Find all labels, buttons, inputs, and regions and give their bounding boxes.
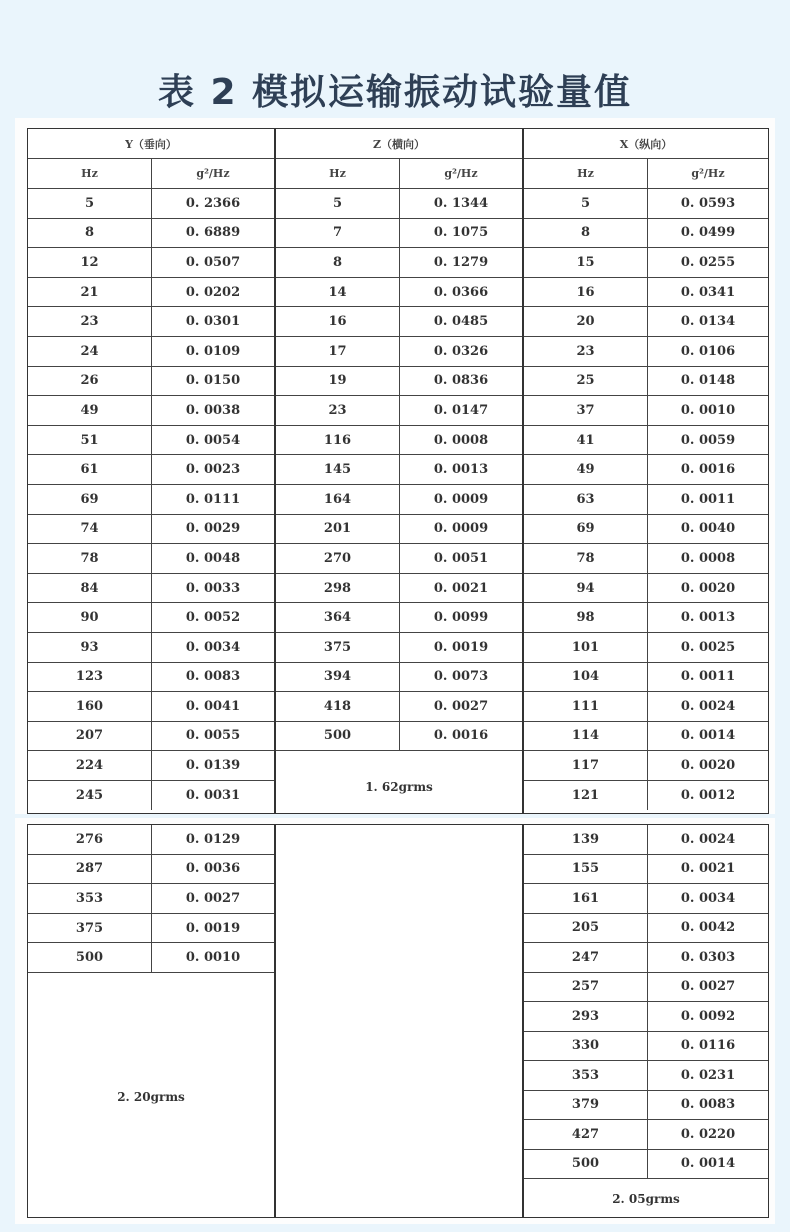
table-row	[524, 692, 768, 722]
psd-cell: 0. 0109	[185, 343, 241, 359]
x-column-continued	[523, 824, 769, 1218]
table-row	[28, 603, 274, 633]
hz-cell: 26	[28, 367, 152, 396]
table-row	[276, 455, 522, 485]
hz-cell: 69	[524, 515, 648, 544]
psd-cell: 0. 0014	[680, 728, 736, 744]
psd-cell: 0. 2366	[185, 195, 241, 211]
table-row	[276, 722, 522, 752]
hz-cell: 78	[28, 544, 152, 573]
hz-cell: 298	[276, 574, 400, 603]
psd-cell: 0. 0485	[433, 314, 489, 330]
table-row	[276, 633, 522, 663]
table-row	[524, 1091, 768, 1121]
table-row	[524, 884, 768, 914]
psd-cell: 0. 0036	[185, 861, 241, 877]
hz-cell: 145	[276, 455, 400, 484]
psd-cell: 0. 0111	[185, 491, 241, 507]
table-row	[524, 337, 768, 367]
hz-cell: 23	[28, 307, 152, 336]
psd-cell: 0. 0326	[433, 343, 489, 359]
hz-cell: 104	[524, 663, 648, 692]
table-row	[276, 515, 522, 545]
psd-cell: 0. 1279	[433, 254, 489, 270]
table-row	[28, 248, 274, 278]
psd-cell: 0. 0051	[433, 550, 489, 566]
y-axis-label: Y（垂向）	[125, 137, 177, 151]
y-hz-header: Hz	[28, 159, 152, 188]
table-row	[524, 914, 768, 944]
hz-cell: 155	[524, 855, 648, 884]
table-row	[524, 485, 768, 515]
psd-cell: 0. 0092	[680, 1008, 736, 1024]
hz-cell: 427	[524, 1120, 648, 1149]
psd-cell: 0. 0148	[680, 373, 736, 389]
table-row	[524, 722, 768, 752]
hz-cell: 111	[524, 692, 648, 721]
y-column-continued	[27, 824, 275, 1218]
hz-cell: 16	[524, 278, 648, 307]
psd-cell: 0. 0021	[433, 580, 489, 596]
y-subheader-row	[28, 159, 274, 189]
hz-cell: 205	[524, 914, 648, 943]
hz-cell: 161	[524, 884, 648, 913]
hz-cell: 8	[28, 219, 152, 248]
table-row	[524, 781, 768, 811]
psd-cell: 0. 0009	[433, 521, 489, 537]
psd-cell: 0. 0040	[680, 521, 736, 537]
table-row	[524, 574, 768, 604]
psd-cell: 0. 0016	[433, 728, 489, 744]
y-header-row	[28, 129, 274, 159]
hz-cell: 500	[524, 1150, 648, 1179]
psd-cell: 0. 0150	[185, 373, 241, 389]
psd-cell: 0. 0106	[680, 343, 736, 359]
hz-cell: 394	[276, 663, 400, 692]
z-subheader-row	[276, 159, 522, 189]
psd-cell: 0. 0027	[185, 890, 241, 906]
table-row	[28, 426, 274, 456]
table-row	[524, 603, 768, 633]
table-row	[524, 943, 768, 973]
table-row	[276, 307, 522, 337]
x-hz-header: Hz	[524, 159, 648, 188]
table-row	[276, 574, 522, 604]
table-row	[28, 367, 274, 397]
hz-cell: 114	[524, 722, 648, 751]
table-row	[28, 781, 274, 811]
table-row	[524, 219, 768, 249]
psd-cell: 0. 0021	[680, 861, 736, 877]
hz-cell: 257	[524, 973, 648, 1002]
x-column	[523, 128, 769, 814]
psd-cell: 0. 0041	[185, 698, 241, 714]
hz-cell: 74	[28, 515, 152, 544]
table-row	[276, 367, 522, 397]
hz-cell: 247	[524, 943, 648, 972]
psd-cell: 0. 0009	[433, 491, 489, 507]
psd-cell: 0. 0836	[433, 373, 489, 389]
hz-cell: 375	[276, 633, 400, 662]
table-row	[524, 544, 768, 574]
table-row	[28, 663, 274, 693]
z-unit-header: g²/Hz	[444, 167, 478, 180]
psd-cell: 0. 0042	[680, 920, 736, 936]
psd-cell: 0. 0016	[680, 462, 736, 478]
table-row	[28, 515, 274, 545]
table-row	[524, 973, 768, 1003]
table-row	[276, 663, 522, 693]
psd-cell: 0. 0008	[680, 550, 736, 566]
table-row	[524, 515, 768, 545]
hz-cell: 139	[524, 825, 648, 854]
table-row	[524, 455, 768, 485]
table-sheet-top	[15, 118, 775, 814]
hz-cell: 207	[28, 722, 152, 751]
psd-cell: 0. 0020	[680, 758, 736, 774]
psd-cell: 0. 0038	[185, 402, 241, 418]
psd-cell: 0. 0019	[185, 920, 241, 936]
table-row	[276, 544, 522, 574]
table-row	[524, 825, 768, 855]
hz-cell: 17	[276, 337, 400, 366]
psd-cell: 0. 0083	[680, 1097, 736, 1113]
hz-cell: 49	[28, 396, 152, 425]
psd-cell: 0. 0134	[680, 314, 736, 330]
hz-cell: 287	[28, 855, 152, 884]
hz-cell: 160	[28, 692, 152, 721]
psd-cell: 0. 0011	[680, 669, 736, 685]
psd-cell: 0. 0129	[185, 831, 241, 847]
psd-cell: 0. 0139	[185, 758, 241, 774]
table-row	[276, 337, 522, 367]
psd-cell: 0. 0231	[680, 1067, 736, 1083]
hz-cell: 5	[28, 189, 152, 218]
hz-cell: 84	[28, 574, 152, 603]
hz-cell: 101	[524, 633, 648, 662]
table-row	[28, 943, 274, 973]
hz-cell: 379	[524, 1091, 648, 1120]
psd-cell: 0. 0033	[185, 580, 241, 596]
table-row	[28, 396, 274, 426]
y-rows	[28, 189, 274, 810]
psd-cell: 0. 0014	[680, 1156, 736, 1172]
table-row	[276, 248, 522, 278]
hz-cell: 21	[28, 278, 152, 307]
table-row	[276, 219, 522, 249]
table-row	[28, 722, 274, 752]
table-row	[524, 278, 768, 308]
table-row	[28, 825, 274, 855]
table-row	[524, 1061, 768, 1091]
table-row	[28, 855, 274, 885]
table-row	[28, 485, 274, 515]
hz-cell: 90	[28, 603, 152, 632]
hz-cell: 98	[524, 603, 648, 632]
psd-cell: 0. 0202	[185, 284, 241, 300]
hz-cell: 500	[276, 722, 400, 751]
hz-cell: 117	[524, 751, 648, 780]
table-row	[276, 426, 522, 456]
hz-cell: 224	[28, 751, 152, 780]
psd-cell: 0. 0116	[680, 1038, 736, 1054]
hz-cell: 23	[276, 396, 400, 425]
hz-cell: 19	[276, 367, 400, 396]
psd-cell: 0. 0027	[433, 698, 489, 714]
table-row	[276, 396, 522, 426]
psd-cell: 0. 0059	[680, 432, 736, 448]
hz-cell: 15	[524, 248, 648, 277]
table-row	[276, 692, 522, 722]
psd-cell: 0. 0010	[185, 950, 241, 966]
table-row	[28, 751, 274, 781]
y-rows-continued	[28, 825, 274, 973]
hz-cell: 20	[524, 307, 648, 336]
hz-cell: 78	[524, 544, 648, 573]
psd-cell: 0. 0255	[680, 254, 736, 270]
hz-cell: 276	[28, 825, 152, 854]
hz-cell: 24	[28, 337, 152, 366]
psd-cell: 0. 0220	[680, 1126, 736, 1142]
table-row	[28, 914, 274, 944]
z-axis-label: Z（横向）	[372, 137, 426, 151]
table-row	[28, 544, 274, 574]
table-row	[28, 455, 274, 485]
hz-cell: 270	[276, 544, 400, 573]
hz-cell: 49	[524, 455, 648, 484]
psd-cell: 0. 0099	[433, 610, 489, 626]
table-row	[524, 367, 768, 397]
hz-cell: 121	[524, 781, 648, 811]
hz-cell: 116	[276, 426, 400, 455]
z-hz-header: Hz	[276, 159, 400, 188]
psd-cell: 0. 0147	[433, 402, 489, 418]
hz-cell: 8	[276, 248, 400, 277]
x-header-row	[524, 129, 768, 159]
psd-cell: 0. 0012	[680, 788, 736, 804]
psd-cell: 0. 6889	[185, 225, 241, 241]
psd-cell: 0. 0010	[680, 402, 736, 418]
psd-cell: 0. 0024	[680, 831, 736, 847]
table-row	[524, 663, 768, 693]
psd-cell: 0. 0054	[185, 432, 241, 448]
table-row	[276, 278, 522, 308]
hz-cell: 14	[276, 278, 400, 307]
psd-cell: 0. 0499	[680, 225, 736, 241]
x-rows-continued	[524, 825, 768, 1179]
psd-cell: 0. 0023	[185, 462, 241, 478]
z-column	[275, 128, 523, 814]
hz-cell: 63	[524, 485, 648, 514]
psd-cell: 0. 0031	[185, 788, 241, 804]
psd-cell: 0. 0011	[680, 491, 736, 507]
psd-cell: 0. 0027	[680, 979, 736, 995]
psd-cell: 0. 0025	[680, 639, 736, 655]
table-row	[276, 485, 522, 515]
psd-cell: 0. 0303	[680, 949, 736, 965]
hz-cell: 330	[524, 1032, 648, 1061]
hz-cell: 51	[28, 426, 152, 455]
psd-cell: 0. 0020	[680, 580, 736, 596]
hz-cell: 37	[524, 396, 648, 425]
hz-cell: 123	[28, 663, 152, 692]
hz-cell: 61	[28, 455, 152, 484]
hz-cell: 94	[524, 574, 648, 603]
y-unit-header: g²/Hz	[196, 167, 230, 180]
hz-cell: 69	[28, 485, 152, 514]
hz-cell: 353	[28, 884, 152, 913]
z-total: 1. 62grms	[365, 780, 433, 794]
hz-cell: 245	[28, 781, 152, 811]
hz-cell: 23	[524, 337, 648, 366]
x-subheader-row	[524, 159, 768, 189]
psd-cell: 0. 0593	[680, 195, 736, 211]
psd-cell: 0. 0341	[680, 284, 736, 300]
table-row	[524, 855, 768, 885]
table-row	[28, 337, 274, 367]
table-row	[28, 574, 274, 604]
psd-cell: 0. 0507	[185, 254, 241, 270]
table-row	[276, 603, 522, 633]
table-row	[524, 751, 768, 781]
psd-cell: 0. 0013	[680, 610, 736, 626]
psd-cell: 0. 0034	[680, 890, 736, 906]
table-row	[524, 1120, 768, 1150]
z-rows	[276, 189, 522, 751]
table-row	[524, 1002, 768, 1032]
table-row	[524, 307, 768, 337]
psd-cell: 0. 0073	[433, 669, 489, 685]
table-row	[524, 189, 768, 219]
table-row	[28, 189, 274, 219]
hz-cell: 16	[276, 307, 400, 336]
psd-cell: 0. 0052	[185, 610, 241, 626]
hz-cell: 8	[524, 219, 648, 248]
table-row	[28, 219, 274, 249]
psd-cell: 0. 0055	[185, 728, 241, 744]
table-row	[524, 426, 768, 456]
psd-cell: 0. 0008	[433, 432, 489, 448]
table-row	[28, 307, 274, 337]
hz-cell: 41	[524, 426, 648, 455]
x-axis-label: X（纵向）	[619, 137, 673, 151]
hz-cell: 353	[524, 1061, 648, 1090]
psd-cell: 0. 0024	[680, 698, 736, 714]
table-sheet-bottom	[15, 818, 775, 1224]
hz-cell: 364	[276, 603, 400, 632]
page-title: 表 2 模拟运输振动试验量值	[157, 72, 633, 113]
table-row	[28, 884, 274, 914]
table-row	[524, 1032, 768, 1062]
x-total: 2. 05grms	[612, 1192, 680, 1206]
y-column	[27, 128, 275, 814]
table-row	[276, 189, 522, 219]
psd-cell: 0. 1344	[433, 195, 489, 211]
psd-cell: 0. 0019	[433, 639, 489, 655]
table-row	[28, 633, 274, 663]
psd-cell: 0. 0083	[185, 669, 241, 685]
hz-cell: 5	[524, 189, 648, 218]
hz-cell: 5	[276, 189, 400, 218]
psd-cell: 0. 0301	[185, 314, 241, 330]
table-row	[524, 396, 768, 426]
z-header-row	[276, 129, 522, 159]
hz-cell: 164	[276, 485, 400, 514]
hz-cell: 25	[524, 367, 648, 396]
hz-cell: 201	[276, 515, 400, 544]
x-unit-header: g²/Hz	[691, 167, 725, 180]
hz-cell: 500	[28, 943, 152, 972]
hz-cell: 293	[524, 1002, 648, 1031]
psd-cell: 0. 0029	[185, 521, 241, 537]
psd-cell: 0. 0013	[433, 462, 489, 478]
table-row	[524, 248, 768, 278]
psd-cell: 0. 0366	[433, 284, 489, 300]
table-row	[524, 1150, 768, 1180]
psd-cell: 0. 0034	[185, 639, 241, 655]
table-row	[524, 633, 768, 663]
psd-cell: 0. 0048	[185, 550, 241, 566]
psd-cell: 0. 1075	[433, 225, 489, 241]
y-total: 2. 20grms	[117, 1090, 185, 1104]
hz-cell: 12	[28, 248, 152, 277]
table-row	[28, 278, 274, 308]
x-rows	[524, 189, 768, 810]
hz-cell: 93	[28, 633, 152, 662]
hz-cell: 375	[28, 914, 152, 943]
hz-cell: 418	[276, 692, 400, 721]
z-column-continued	[275, 824, 523, 1218]
table-row	[28, 692, 274, 722]
hz-cell: 7	[276, 219, 400, 248]
